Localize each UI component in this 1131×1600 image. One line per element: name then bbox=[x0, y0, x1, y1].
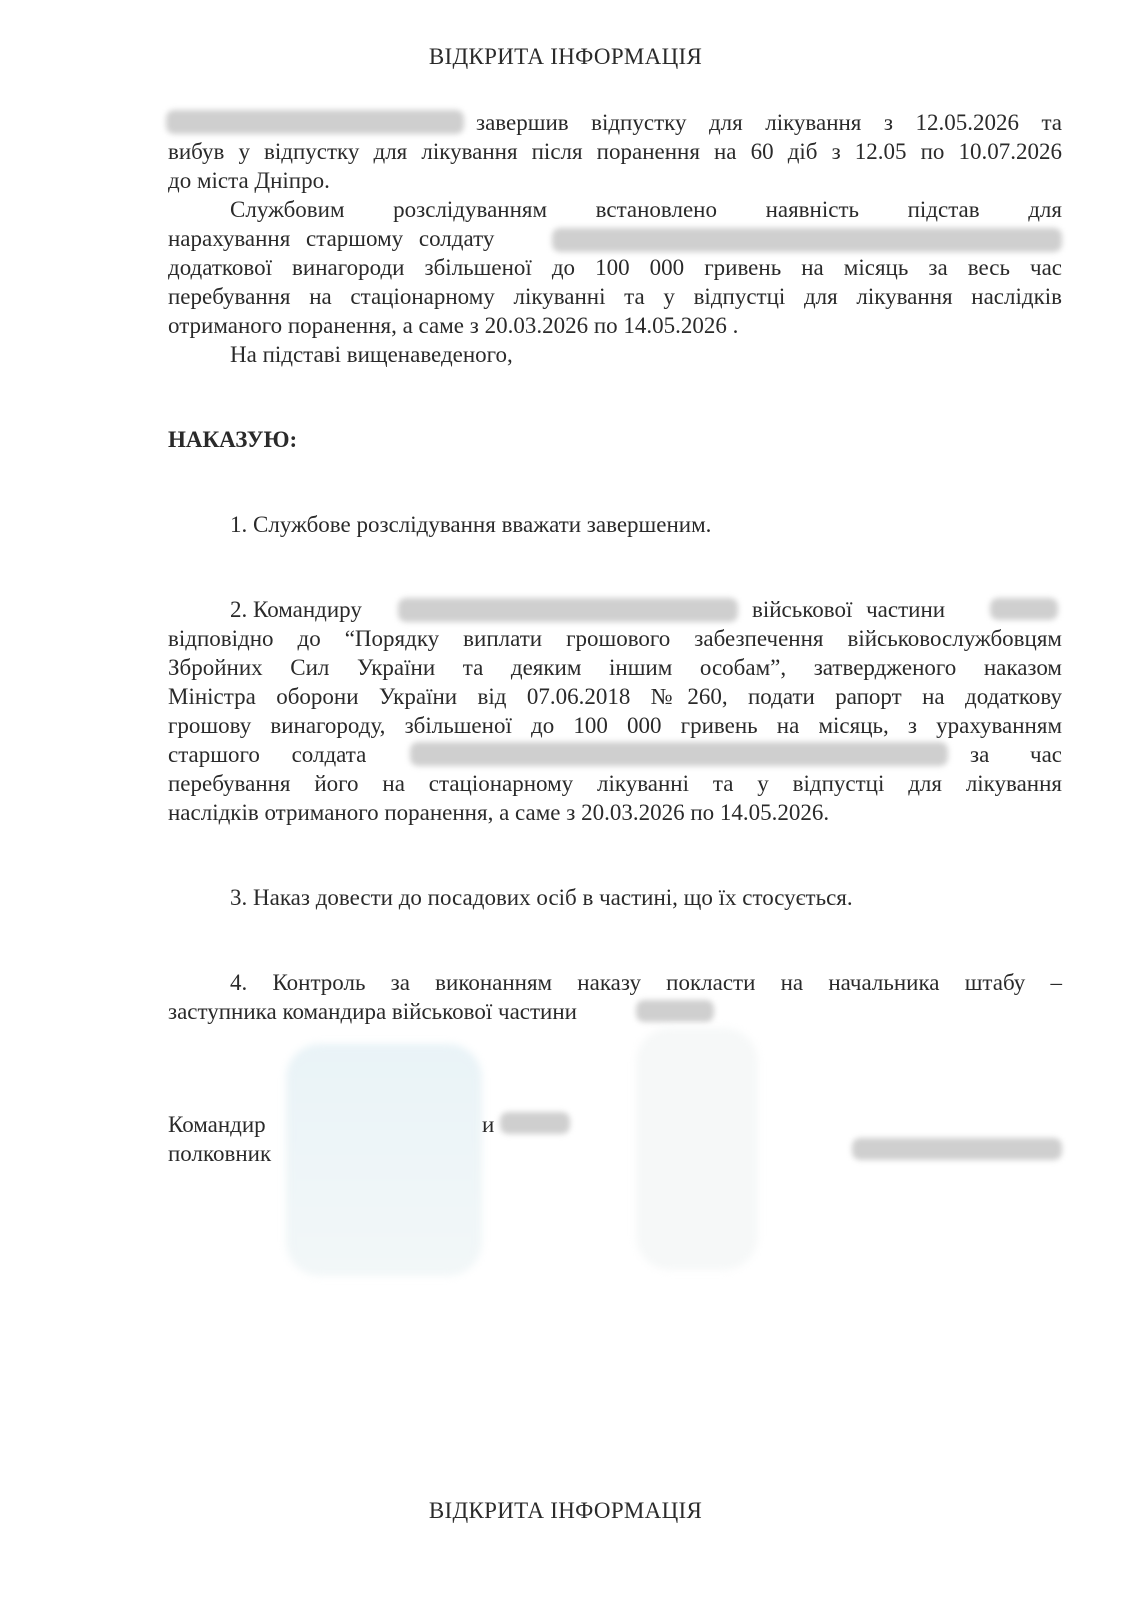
redacted-unit bbox=[398, 598, 738, 622]
order-item-4-line2: заступника командира військової частини bbox=[168, 999, 577, 1024]
signature-title-tail: и bbox=[482, 1112, 495, 1137]
redacted-unit-number bbox=[500, 1112, 570, 1134]
redacted-signer-name bbox=[852, 1138, 1062, 1160]
order-item-3: 3. Наказ довести до посадових осіб в частині, що їх стосується. bbox=[230, 885, 853, 910]
order-item-2-line3: Збройних Сил України та деяким іншим особам”, затвердженого наказом bbox=[168, 655, 1062, 680]
redacted-unit-number bbox=[636, 1000, 714, 1022]
order-item-2-line6b: за час bbox=[970, 742, 1062, 767]
order-heading: НАКАЗУЮ: bbox=[168, 427, 298, 452]
order-item-2-line1b: військової частини bbox=[752, 597, 946, 622]
footer-classification: ВІДКРИТА ІНФОРМАЦІЯ bbox=[428, 1498, 703, 1523]
redacted-name bbox=[166, 110, 464, 134]
order-item-1: 1. Службове розслідування вважати завершеним. bbox=[230, 512, 712, 537]
paragraph1-line2: вибув у відпустку для лікування після поранення на 60 діб з 12.05 по 10.07.2026 bbox=[168, 139, 1062, 164]
paragraph2-line5: отриманого поранення, а саме з 20.03.2026 по 14.05.2026 . bbox=[168, 313, 739, 338]
order-item-4-line1: 4. Контроль за виконанням наказу покласти на начальника штабу – bbox=[230, 970, 1062, 995]
paragraph2-line4: перебування на стаціонарному лікуванні та у відпустці для лікування наслідків bbox=[168, 284, 1062, 309]
order-item-2-line1a: 2. Командиру bbox=[230, 597, 362, 622]
paragraph1-line1: завершив відпустку для лікування з 12.05.2026 та bbox=[476, 110, 1062, 135]
order-item-2-line8: наслідків отриманого поранення, а саме з 20.03.2026 по 14.05.2026. bbox=[168, 800, 830, 825]
order-item-2-line5: грошову винагороду, збільшеної до 100 000 гривень на місяць, з урахуванням bbox=[168, 713, 1062, 738]
order-item-2-line4: Міністра оборони України від 07.06.2018 №260, подати рапорт на додаткову bbox=[168, 684, 1062, 709]
order-item-2-line7: перебування його на стаціонарному лікуванні та у відпустці для лікування bbox=[168, 771, 1062, 796]
redacted-name bbox=[410, 742, 948, 766]
signature-title: Командир bbox=[168, 1112, 266, 1137]
order-item-2-line6a: старшого солдата bbox=[168, 742, 367, 767]
paragraph2-line2: нарахування старшому солдату bbox=[168, 226, 495, 251]
paragraph2-line3: додаткової винагороди збільшеної до 100 000 гривень на місяць за весь час bbox=[168, 255, 1062, 280]
redacted-unit-number bbox=[990, 598, 1058, 620]
redacted-name bbox=[552, 228, 1062, 252]
order-item-2-line2: відповідно до “Порядку виплати грошового забезпечення військовослужбовцям bbox=[168, 626, 1062, 651]
paragraph1-line3: до міста Дніпро. bbox=[168, 168, 330, 193]
signature-rank: полковник bbox=[168, 1141, 272, 1166]
paragraph3: На підставі вищенаведеного, bbox=[230, 342, 513, 367]
header-classification: ВІДКРИТА ІНФОРМАЦІЯ bbox=[428, 44, 703, 69]
paragraph2-line1: Службовим розслідуванням встановлено наявність підстав для bbox=[230, 197, 1062, 222]
